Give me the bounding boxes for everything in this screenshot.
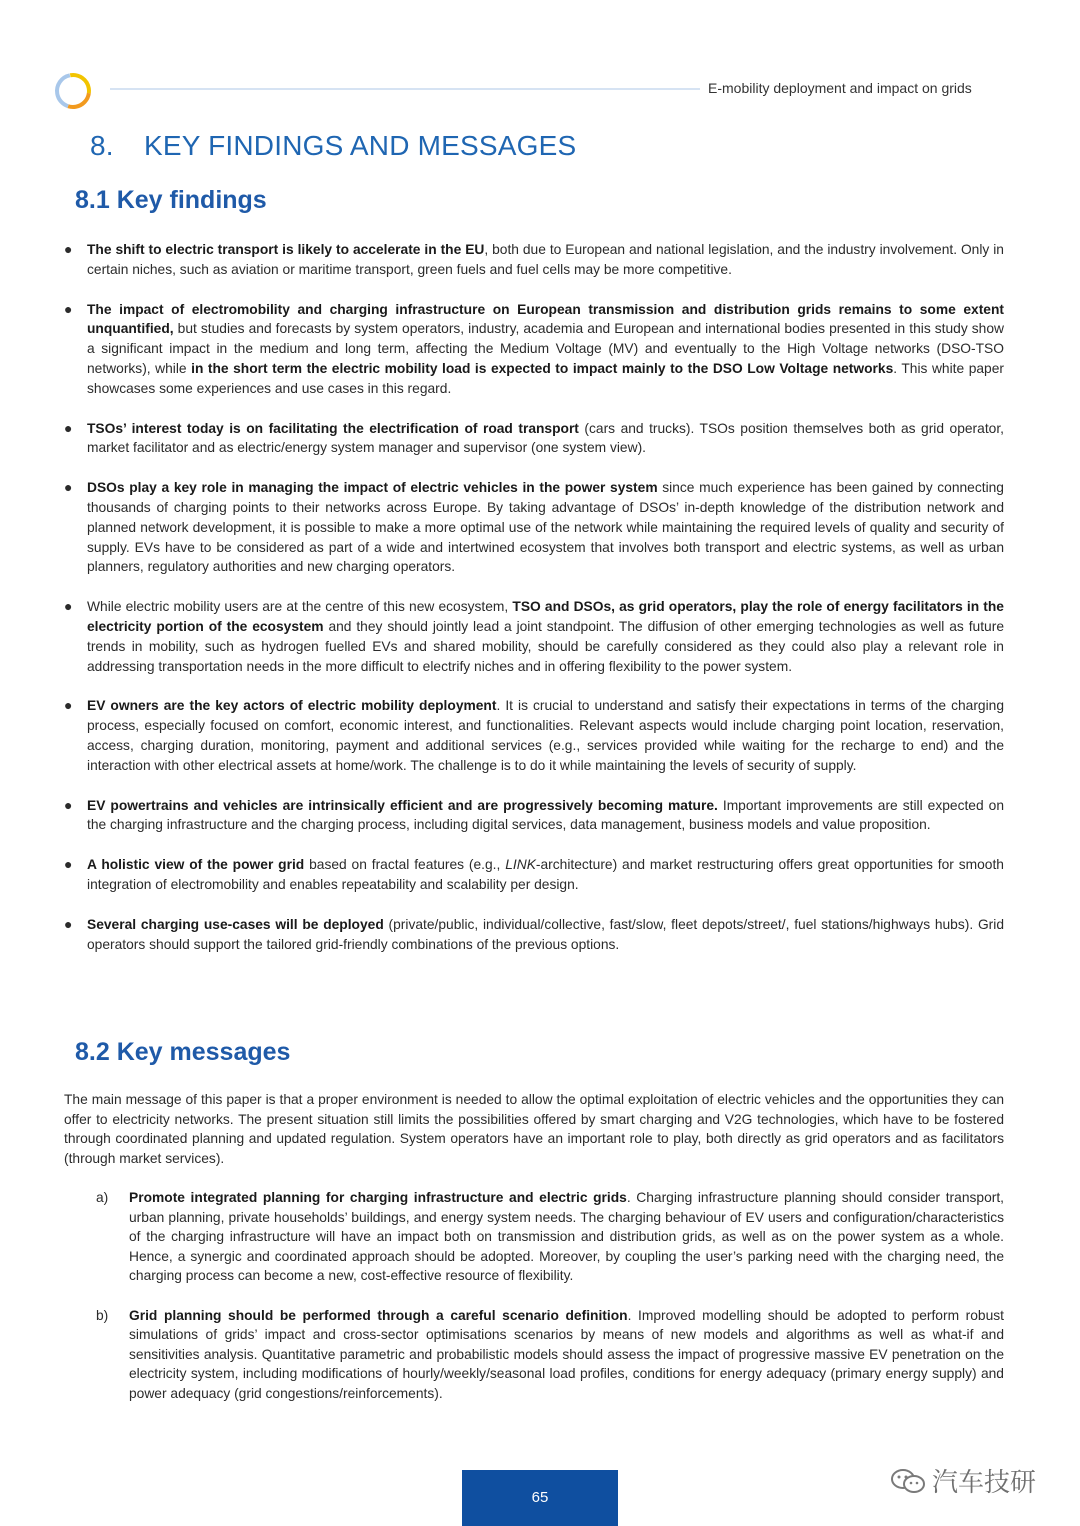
page-number: 65 xyxy=(462,1470,618,1526)
bullet-icon: ● xyxy=(64,598,73,615)
list-item: ● The shift to electric transport is likely to accelerate in the EU, both due to European and national legislation, and the industry involvement. Only in certain niches, such as aviation or maritime transport, green fuels and fuel cells may be more competitive. xyxy=(64,241,1004,277)
chapter-number: 8. xyxy=(90,130,114,161)
list-item: ● Several charging use-cases will be deployed (private/public, individual/collective, fast/slow, fleet depots/street/, fuel stations/highways hubs). Grid operators should support the tailored grid-friendly combinations of the previous options. xyxy=(64,915,1005,952)
bullet-icon: ● xyxy=(64,479,73,496)
list-item: ● A holistic view of the power grid based on fractal features (e.g., LINK-architecture) and market restructuring offers great opportunities for smooth integration of electromobility and enables repeatability and scalability per design. xyxy=(64,856,1004,892)
bullet-icon: ● xyxy=(64,697,73,714)
list-item: a) Promote integrated planning for charging infrastructure and electric grids. Charging infrastructure planning should consider transport, urban planning, private households’ buildings, and energy system needs. The charging behaviour of EV users and configuration/characteristics of the charging infrastructure will have an impact both on transmission and distribution grids, as well as on the power system as a whole. Hence, a synergic and coordinated approach should be adopted. Moreover, by coupling the user’s parking need with the charging need, the charging process can become a new, cost-effective resource of flexibility. xyxy=(96,1190,1005,1283)
ring-logo-icon xyxy=(52,70,94,112)
bullet-icon: ● xyxy=(64,300,73,317)
list-item: ● While electric mobility users are at the centre of this new ecosystem, TSO and DSOs, as grid operators, play the role of energy facilitators in the electricity portion of the ecosystem and they should jointly lead a joint standpoint. The diffusion of other emerging technologies as well as future trends in mobility, such as hydrogen fuelled EVs and shared mobility, should be carefully considered as they could also play a relevant role in addressing transportation needs in the more difficult to electrify niches and in offering flexibility to the power system. xyxy=(64,598,1004,674)
header-rule xyxy=(110,88,700,90)
chapter-title: KEY FINDINGS AND MESSAGES xyxy=(144,130,577,161)
list-item: ● DSOs play a key role in managing the impact of electric vehicles in the power system since much experience has been gained by connecting thousands of charging points to their networks across Europe. By taking advantage of DSOs’ in-depth knowledge of the distribution network and planned network development, it is possible to make a more optimal use of the network while maintaining the required levels of quality and security of supply. EVs have to be considered as part of a wide and intertwined ecosystem that involves both transport and electric systems, as well as urban planners, regulatory authorities and new charging operators. xyxy=(64,479,1004,575)
list-item: b) Grid planning should be performed through a careful scenario definition. Improved modelling should be adopted to perform robust simulations of grids’ impact and cross-sector optimisations scenarios by means of new models and algorithms as well as what-if and sensitivities analysis. Quantitative parametric and probabilistic models should assess the impact of progressive massive EV penetration on the electricity system, including modifications of hourly/weekly/seasonal load profiles, conditions for energy adequacy (primary energy supply) and power adequacy (grid congestions/reinforcements). xyxy=(96,1307,1005,1401)
running-title: E-mobility deployment and impact on grids xyxy=(708,80,972,96)
list-item: ● EV owners are the key actors of electric mobility deployment. It is crucial to understand and satisfy their expectations in terms of the charging process, especially focused on comfort, economic interest, and functionalities. Relevant aspects would include charging point location, reservation, access, charging duration, monitoring, payment and additional services (e.g., services provided while waiting for the recharge to end) and the interaction with other electrical assets at home/work. The challenge is to do it while maintaining the levels of security of supply. xyxy=(64,697,1004,773)
list-item: ● The impact of electromobility and charging infrastructure on European transmission and distribution grids remains to some extent unquantified, but studies and forecasts by system operators, industry, academia and European and international bodies presented in this study show a significant impact in the medium and long term, affecting the Medium Voltage (MV) and eventually to the High Voltage networks (DSO-TSO networks), while in the short term the electric mobility load is expected to impact mainly to the DSO Low Voltage networks. This white paper showcases some experiences and use cases in this regard. xyxy=(64,300,1004,396)
key-messages-list xyxy=(96,1188,1004,1423)
section-heading-key-messages: 8.2 Key messages xyxy=(75,1038,291,1066)
watermark-text: 汽车技研 xyxy=(932,1467,1037,1497)
watermark xyxy=(890,1462,1036,1499)
list-item: ● EV powertrains and vehicles are intrinsically efficient and are progressively becoming mature. Important improvements are still expected on the charging infrastructure and the charging process, including digital services, data management, business models and value proposition. xyxy=(64,796,1004,833)
bullet-icon: ● xyxy=(64,915,73,932)
list-marker: b) xyxy=(96,1307,109,1323)
key-messages-intro: The main message of this paper is that a proper environment is needed to allow the optimal exploitation of electric vehicles and the opportunities they can offer to electricity networks. The present situation still limits the possibilities offered by smart charging and V2G technologies, which have to be fostered through coordinated planning and updated regulation. System operators have an important role to play, both directly as grid operators and as facilitators (through market services). xyxy=(64,1092,1004,1166)
bullet-icon: ● xyxy=(64,419,73,436)
section-heading-key-findings: 8.1 Key findings xyxy=(75,186,267,214)
list-marker: a) xyxy=(96,1190,109,1205)
list-item: ● TSOs’ interest today is on facilitating the electrification of road transport (cars and trucks). TSOs position themselves both as grid operator, market facilitator and as electric/energy system manager and supervisor (one system view). xyxy=(64,419,1004,456)
chapter-heading xyxy=(90,130,576,162)
bullet-icon: ● xyxy=(64,796,73,813)
bullet-icon: ● xyxy=(64,856,73,873)
chat-bubbles-icon xyxy=(890,1467,926,1495)
bullet-icon: ● xyxy=(64,241,73,257)
key-findings-list xyxy=(64,240,1004,974)
